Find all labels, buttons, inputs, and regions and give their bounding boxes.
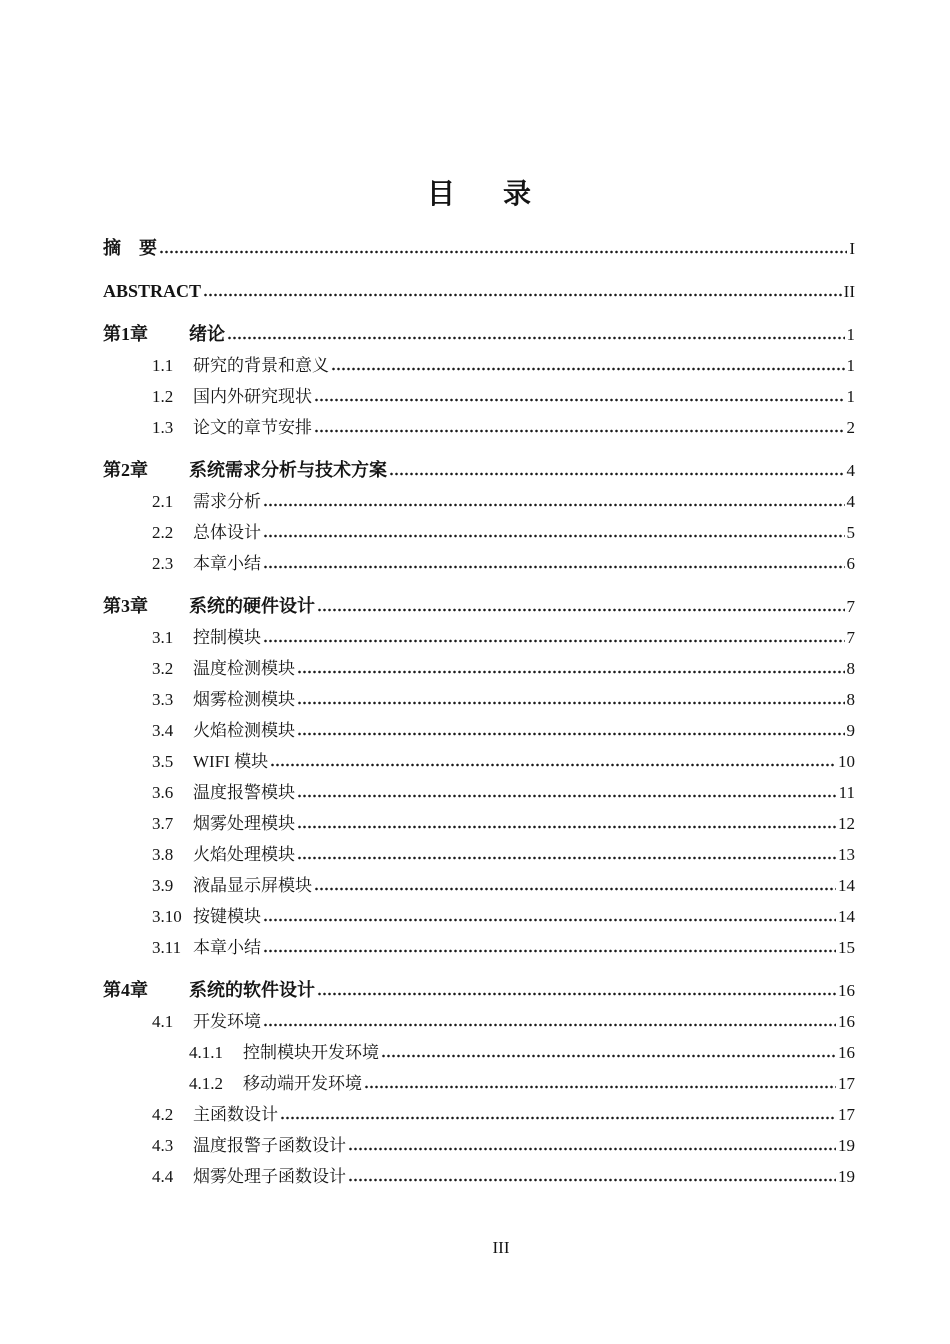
toc-entry [152,776,855,807]
entry-page-number: 17 [838,1105,855,1124]
toc-entry [152,485,855,516]
entry-number: 3.2 [152,659,174,678]
entry-number: 第1章 [103,324,148,344]
entry-page-number: 14 [838,907,855,926]
entry-page-number: 14 [838,876,855,895]
entry-page-number: 19 [838,1136,855,1155]
entry-title: 温度报警子函数设计 [193,1136,346,1155]
entry-number: 4.1.2 [189,1074,223,1093]
entry-title: 系统需求分析与技术方案 [189,460,387,480]
entry-title: 按键模块 [193,907,261,926]
entry-number: 3.10 [152,907,182,926]
entry-title: 温度报警模块 [193,783,295,802]
toc-entry [152,1160,855,1191]
entry-page-number: I [849,239,855,258]
entry-title: 火焰处理模块 [193,845,295,864]
entry-page-number: II [843,282,855,301]
dot-leader [317,992,836,996]
dot-leader [297,732,845,736]
entry-page-number: 2 [846,418,855,437]
entry-number: 3.9 [152,876,174,895]
dot-leader [348,1178,836,1182]
toc-entry [152,683,855,714]
dot-leader [317,608,845,612]
dot-leader [263,1023,836,1027]
dot-leader [263,503,845,507]
toc-entry [103,275,855,306]
entry-page-number: 1 [846,356,855,375]
entry-title: ABSTRACT [103,281,202,301]
toc-entry [152,714,855,745]
entry-title: 系统的硬件设计 [189,596,315,616]
entry-page-number: 8 [846,690,855,709]
entry-title: 摘 要 [103,238,157,258]
entry-number: 4.2 [152,1105,174,1124]
dot-leader [348,1147,836,1151]
entry-number: 3.3 [152,690,174,709]
entry-title: 论文的章节安排 [193,418,312,437]
entry-page-number: 17 [838,1074,855,1093]
entry-number: 3.11 [152,938,182,957]
entry-page-number: 4 [846,492,855,511]
toc-entry [103,318,855,349]
entry-page-number: 11 [838,783,855,802]
entry-page-number: 7 [846,628,855,647]
entry-title: 需求分析 [193,492,261,511]
toc-entry [103,454,855,485]
toc-entry [103,232,855,263]
toc-entry [189,1067,855,1098]
dot-leader [331,367,845,371]
entry-title: 控制模块开发环境 [243,1043,379,1062]
toc-entry [152,1129,855,1160]
toc-entry [152,745,855,776]
entry-title: 烟雾处理模块 [193,814,295,833]
entry-page-number: 7 [846,597,855,616]
entry-number: 4.1.1 [189,1043,223,1062]
entry-page-number: 9 [846,721,855,740]
entry-title: WIFI 模块 [193,752,269,771]
entry-number: 3.1 [152,628,174,647]
toc-entry [152,411,855,442]
entry-page-number: 5 [846,523,855,542]
entry-page-number: 13 [838,845,855,864]
entry-title: 国内外研究现状 [193,387,312,406]
dot-leader [263,639,845,643]
toc-entry [152,516,855,547]
entry-title: 开发环境 [193,1012,261,1031]
entry-page-number: 19 [838,1167,855,1186]
toc-entry [103,590,855,621]
entry-page-number: 10 [838,752,855,771]
entry-page-number: 12 [838,814,855,833]
entry-title: 烟雾检测模块 [193,690,295,709]
entry-title: 系统的软件设计 [189,980,315,1000]
toc-entry [152,931,855,962]
dot-leader [297,825,836,829]
entry-number: 3.5 [152,752,174,771]
dot-leader [297,794,837,798]
entry-title: 温度检测模块 [193,659,295,678]
footer-page-number: III [492,1238,510,1257]
dot-leader [389,472,845,476]
entry-title: 绪论 [189,324,225,344]
dot-leader [203,293,842,297]
entry-number: 第4章 [103,980,148,1000]
page-title: 目 录 [426,179,541,210]
toc-entry [152,621,855,652]
entry-page-number: 1 [846,325,855,344]
dot-leader [381,1054,836,1058]
dot-leader [314,429,845,433]
toc-entry [152,349,855,380]
entry-number: 1.1 [152,356,174,375]
dot-leader [263,949,836,953]
entry-title: 本章小结 [193,554,261,573]
toc-entry [152,652,855,683]
entry-title: 控制模块 [193,628,261,647]
toc-entry [103,974,855,1005]
toc-entry [152,900,855,931]
entry-page-number: 16 [838,1012,855,1031]
toc-entry [152,838,855,869]
dot-leader [227,336,845,340]
entry-page-number: 4 [846,461,855,480]
entry-number: 4.4 [152,1167,174,1186]
dot-leader [297,856,836,860]
entry-number: 4.3 [152,1136,174,1155]
entry-title: 主函数设计 [193,1105,278,1124]
entry-number: 第2章 [103,460,148,480]
entry-title: 总体设计 [193,523,261,542]
entry-number: 1.2 [152,387,174,406]
entry-number: 3.4 [152,721,174,740]
dot-leader [263,565,845,569]
entry-title: 本章小结 [193,938,261,957]
entry-number: 3.7 [152,814,174,833]
dot-leader [159,250,847,254]
entry-page-number: 8 [846,659,855,678]
dot-leader [280,1116,836,1120]
entry-number: 2.3 [152,554,174,573]
toc-content [103,176,855,1191]
entry-number: 1.3 [152,418,174,437]
entry-number: 第3章 [103,596,148,616]
dot-leader [314,398,845,402]
entry-number: 3.6 [152,783,174,802]
entry-title: 烟雾处理子函数设计 [193,1167,346,1186]
entry-page-number: 15 [838,938,855,957]
dot-leader [297,701,845,705]
entry-page-number: 16 [838,1043,855,1062]
entry-number: 2.1 [152,492,174,511]
dot-leader [314,887,836,891]
entry-page-number: 1 [846,387,855,406]
toc-entry [152,380,855,411]
dot-leader [297,670,845,674]
dot-leader [270,763,836,767]
toc-entry [152,869,855,900]
toc-entry [152,1005,855,1036]
entry-page-number: 16 [838,981,855,1000]
entry-title: 移动端开发环境 [243,1074,362,1093]
dot-leader [263,918,836,922]
entry-title: 火焰检测模块 [193,721,295,740]
toc-entry [152,1098,855,1129]
dot-leader [263,534,845,538]
toc-list [103,232,855,1191]
toc-entry [152,547,855,578]
entry-title: 研究的背景和意义 [193,356,329,375]
entry-number: 3.8 [152,845,174,864]
entry-number: 2.2 [152,523,174,542]
toc-entry [189,1036,855,1067]
dot-leader [364,1085,836,1089]
toc-entry [152,807,855,838]
entry-number: 4.1 [152,1012,174,1031]
entry-title: 液晶显示屏模块 [193,876,312,895]
entry-page-number: 6 [846,554,855,573]
